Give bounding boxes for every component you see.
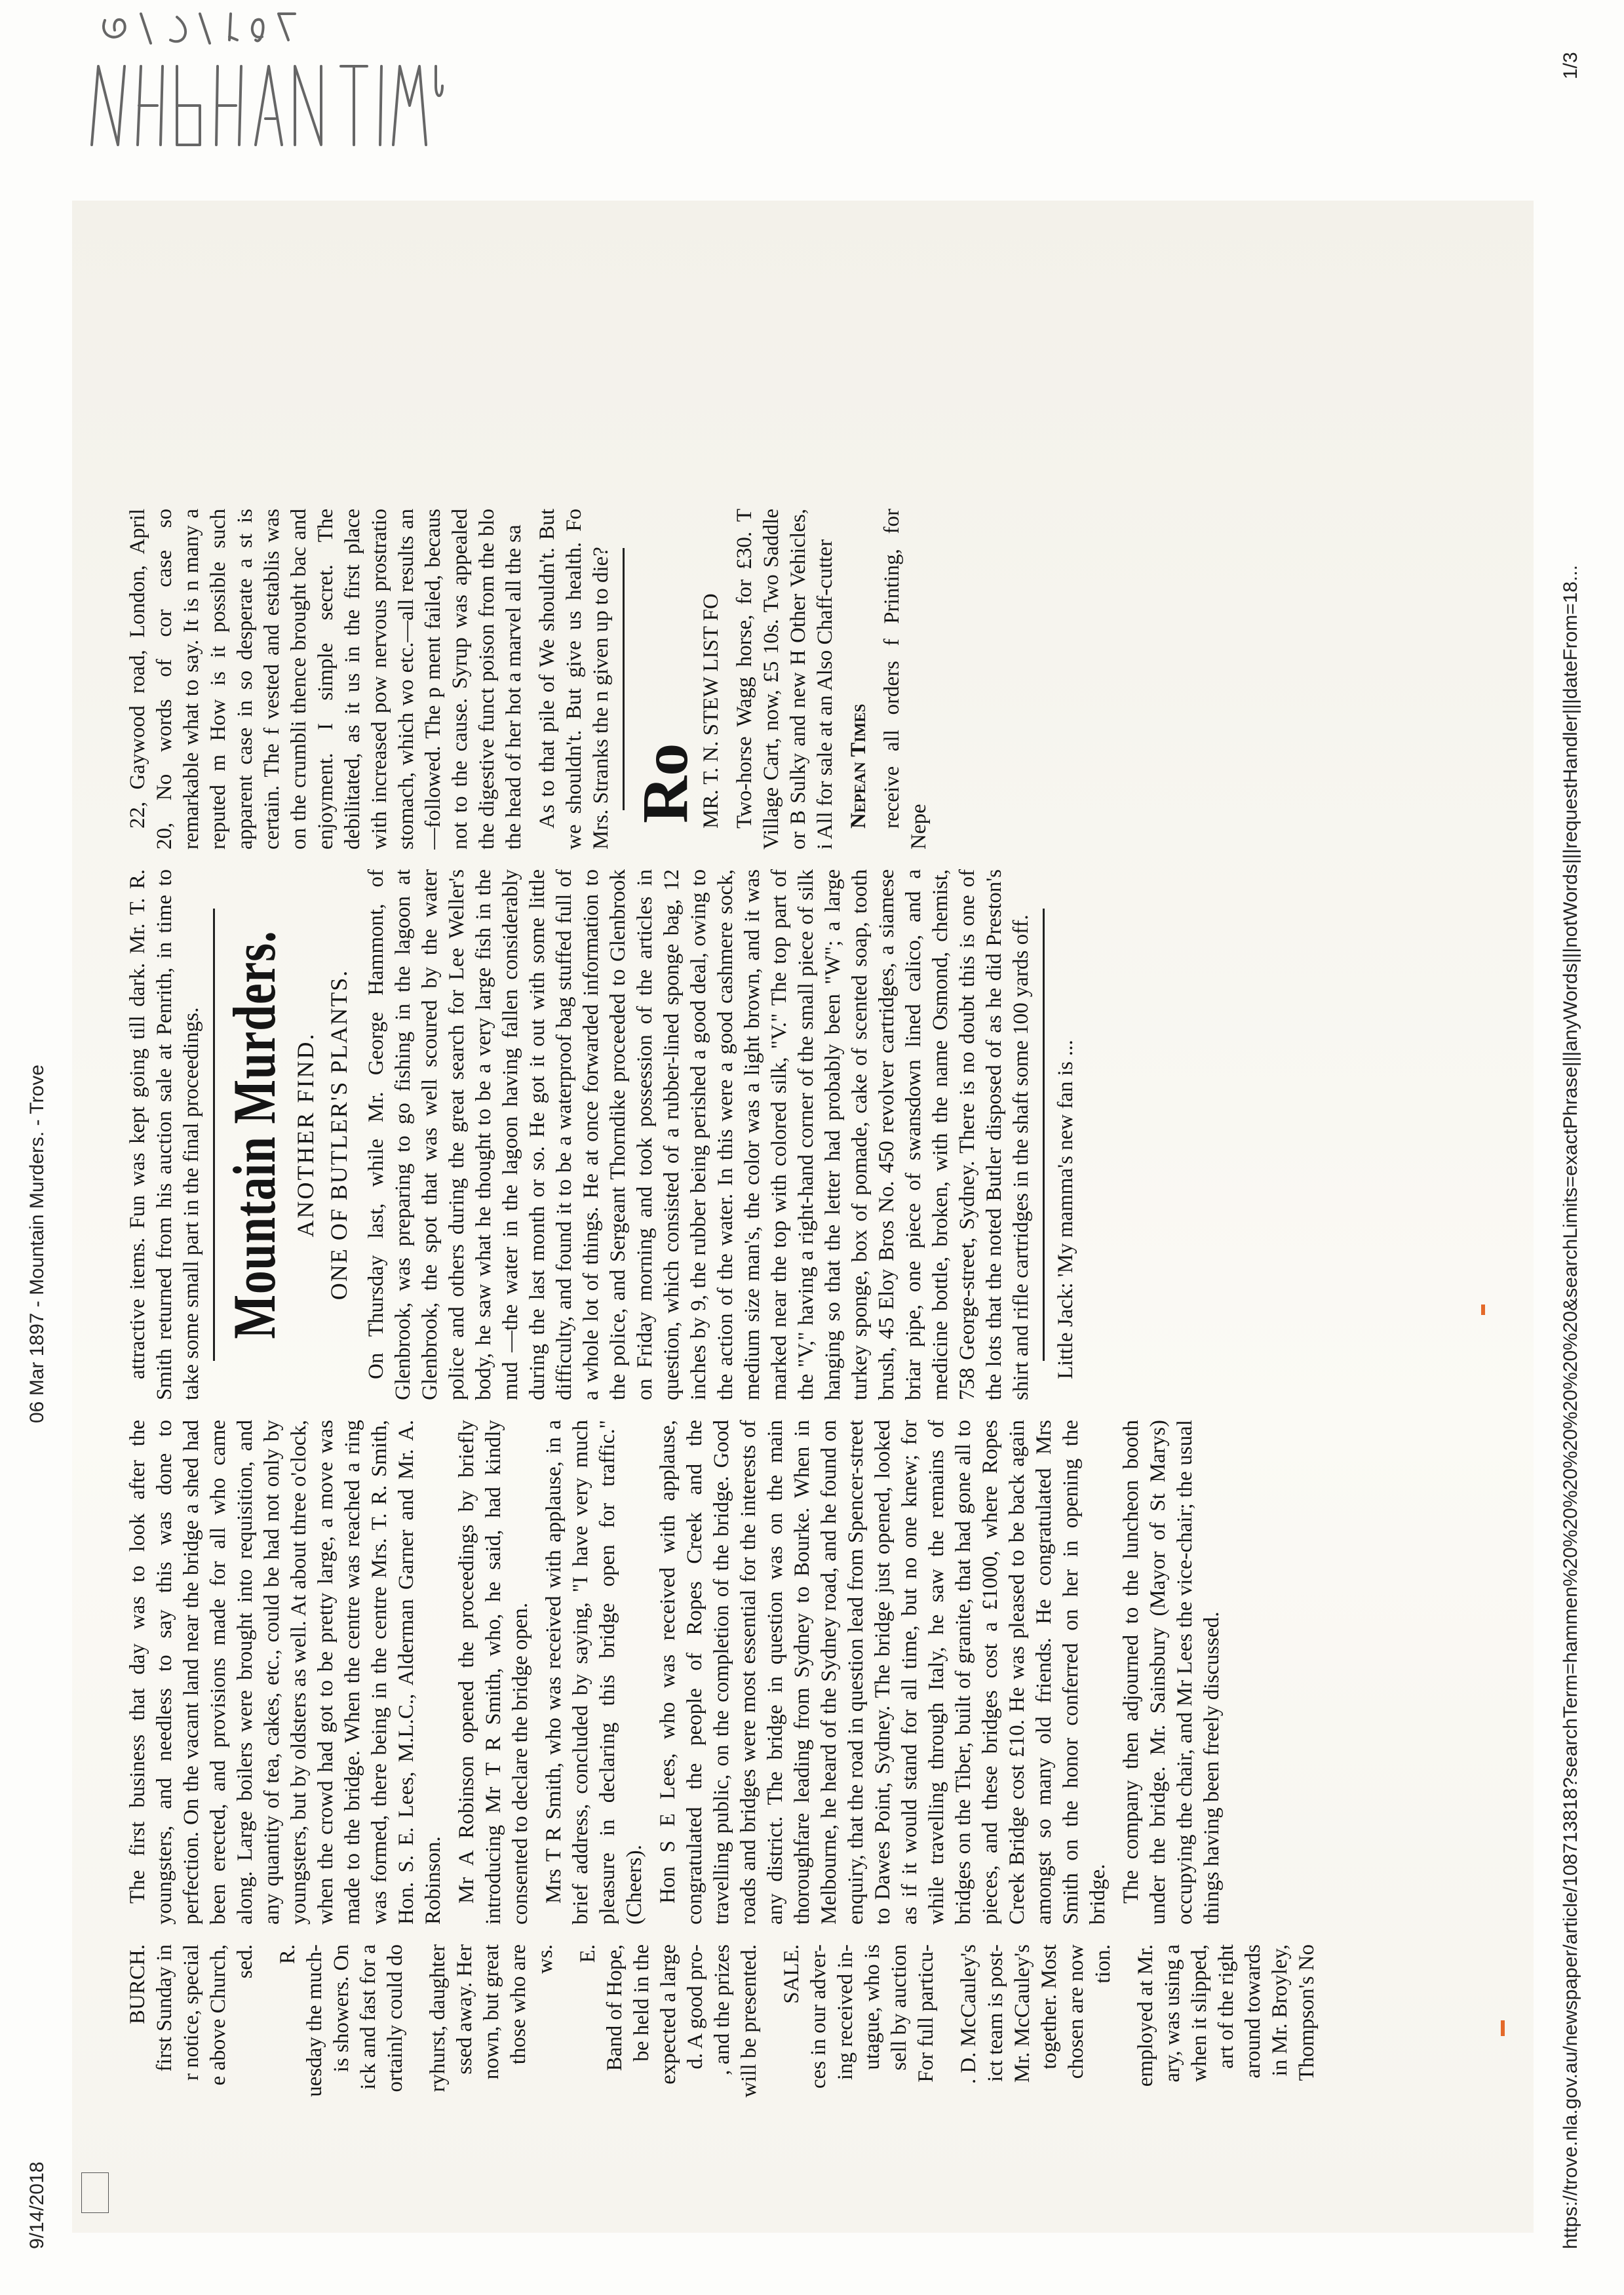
column-line: chosen are now xyxy=(1064,1944,1088,2079)
column-line: uesday the much- xyxy=(303,1944,326,2097)
article-headline: Mountain Murders. xyxy=(221,930,288,1339)
column-1 xyxy=(125,1944,1514,2220)
handwriting-icon xyxy=(79,1,446,171)
paragraph: Two-horse Wagg horse, for £30. T Village Cart, now, £5 10s. Two Saddle or B Sulky and new H Other Vehicles, i All for sale at an Also Chaff-cutter xyxy=(733,509,837,850)
column-line: in Mr. Broyley, xyxy=(1268,1944,1292,2077)
column-line: ws. xyxy=(533,1944,557,1974)
handwritten-annotation xyxy=(79,1,446,171)
paragraph: 22, Gaywood road, London, April 20, No words of cor case so remarkable what to say. It is n many a reputed m How is it possible such apparent case in so desperate a st is certain. The f vested and establis was on the crumbli thence brought bac and enjoyment. I simple secret. The debilitated, as it us in the first place with increased pow nervous prostratio stomach, which wo etc.—all results an —followed. The p ment failed, becaus not to the cause. Syrup was appealed the digestive funct poison from the blo the head of her hot a marvel all the sa xyxy=(126,509,526,850)
column-line: sed. xyxy=(233,1944,257,1979)
paragraph: On Thursday last, while Mr. George Hammont, of Glenbrook, was preparing to go fishing in the lagoon at Glenbrook, the spot that was well scoured by the water police and others during the great search for Lee Weller's body, he saw what he thought to be a very large fish in the mud —the water in the lagoon having fallen considerably during the last month or so. He got it out with some little difficulty, and found it to be a waterproof bag stuffed full of a whole lot of things. He at once forwarded information to the police, and Sergeant Thorndike proceeded to Glenbrook on Friday morning and took possession of the articles in question, which consisted of a rubber-lined sponge bag, 12 inches by 9, the rubber being perished a good deal, owing to the action of the water. In this were a good cashmere sock, medium size man's, the color was a light brown, and it was marked near the top with colored silk, "V." The top part of the "V," having a right-hand corner of the small piece of silk hanging so that the letter had probably been "W"; a large turkey sponge, box of pomade, cake of scented soap, tooth brush, 45 Eloy Bros No. 450 revolver cartridges, a siamese briar pipe, one piece of swansdown lined calico, and a medicine bottle, broken, with the name Osmond, chemist, 758 George-street, Sydney. There is no doubt this is one of the lots that the noted Butler disposed of as he did Preston's shirt and rifle cartridges in the shaft some 100 yards off. xyxy=(364,869,1033,1400)
divider xyxy=(213,909,215,1361)
paragraph: As to that pile of We shouldn't. But we shouldn't. But give us health. Fo Mrs. Stranks the n given up to die? xyxy=(535,509,613,850)
column-line: BURCH. xyxy=(126,1944,149,2024)
column-line: utague, who is xyxy=(860,1944,884,2070)
paragraph: Mrs T R Smith, who was received with applause, in a brief address, concluded by saying, "I have very much pleasure in declaring this bridge open for traffic." (Cheers). xyxy=(542,1420,646,1925)
column-line: will be presented. xyxy=(737,1944,761,2098)
print-url[interactable]: https://trove.nla.gov.au/newspaper/article/108713818?searchTerm=hammen%20%20%20%20%20%20%20&searchLimits=exactPhrase|||anyWords|||notWords|||requestHandler|||dateFrom=18... xyxy=(1560,564,1581,2249)
column-line: is showers. On xyxy=(330,1944,353,2073)
column-line: ryhurst, daughter xyxy=(426,1944,450,2092)
paragraph: MR. T. N. STEW LIST FO xyxy=(699,593,723,829)
article-subheading: ANOTHER FIND. xyxy=(292,1032,319,1238)
column-line: E. xyxy=(576,1944,600,1963)
column-line: , and the prizes xyxy=(710,1944,734,2075)
column-line: ortainly could do xyxy=(383,1944,407,2092)
column-line: Mr. McCauley's xyxy=(1011,1944,1034,2083)
column-line: art of the right xyxy=(1214,1944,1238,2069)
column-line: ict team is post- xyxy=(984,1944,1007,2082)
paragraph: receive all orders f Printing, for Nepe xyxy=(880,509,931,850)
column-line: together. Most xyxy=(1037,1944,1061,2069)
column-line: be held in the xyxy=(630,1944,653,2062)
column-line: ing received in- xyxy=(834,1944,857,2081)
print-title: 06 Mar 1897 - Mountain Murders. - Trove xyxy=(26,1065,48,1423)
print-footer xyxy=(1560,0,1593,2295)
column-line: Thompson's No xyxy=(1295,1944,1319,2081)
print-header xyxy=(26,0,59,2295)
divider xyxy=(1043,909,1045,1361)
column-line: those who are xyxy=(507,1944,530,2065)
ink-mark xyxy=(1481,1304,1485,1315)
paragraph: attractive items. Fun was kept going till dark. Mr. T. R. Smith returned from his auction sale at Penrith, in time to take some small part in the final proceedings. xyxy=(126,869,203,1400)
column-4 xyxy=(125,509,1514,850)
column-line: when it slipped, xyxy=(1188,1944,1211,2082)
masthead-text: Nepean Times xyxy=(847,703,870,829)
column-line: expected a large xyxy=(657,1944,680,2085)
column-line: d. A good pro- xyxy=(684,1944,707,2069)
newspaper-clipping xyxy=(72,201,1534,2233)
column-line: ssed away. Her xyxy=(453,1944,476,2075)
column-line: ces in our adver- xyxy=(807,1944,830,2089)
column-2 xyxy=(125,1420,1514,1925)
column-3 xyxy=(125,869,1514,1400)
column-line: r notice, special xyxy=(180,1944,203,2081)
divider xyxy=(623,548,625,810)
column-line: Band of Hope, xyxy=(603,1944,627,2071)
column-line: around towards xyxy=(1241,1944,1265,2079)
library-stamp-icon xyxy=(81,2172,109,2213)
column-line: e above Church, xyxy=(206,1944,230,2086)
advert-heading: Ro xyxy=(628,743,701,823)
column-line: R. xyxy=(276,1944,300,1965)
column-line: ick and fast for a xyxy=(357,1944,380,2090)
column-line: sell by auction xyxy=(887,1944,911,2071)
article-subheading-2: ONE OF BUTLER'S PLANTS. xyxy=(326,969,352,1301)
column-line: For full particu- xyxy=(914,1944,938,2083)
column-line: ary, was using a xyxy=(1161,1944,1184,2083)
paragraph: Little Jack: 'My mamma's new fan is ... xyxy=(1054,1040,1077,1379)
column-line: first Sunday in xyxy=(153,1944,176,2072)
paragraph: Mr A Robinson opened the proceedings by briefly introducing Mr T R Smith, who, he said, had kindly consented to declare the bridge open. xyxy=(455,1420,532,1925)
column-line: employed at Mr. xyxy=(1134,1944,1157,2087)
paragraph: Hon S E Lees, who was received with applause, congratulated the people of Ropes Creek and the travelling public, on the completion of the bridge. Good roads and bridges were most essential for the interests of any district. The bridge in question was on the main thoroughfare leading from Sydney to Bourke. When in Melbourne, he heard of the Sydney road, and he found on enquiry, that the road in question lead from Spencer-street to Dawes Point, Sydney. The bridge just opened, looked as if it would stand for all time, but no one knew; for while travelling through Italy, he saw the remains of bridges on the Tiber, built of granite, that had gone all to pieces, and these bridges cost a £1000, where Ropes Creek Bridge cost £10. He was pleased to be back again amongst so many old friends. He congratulated Mrs Smith on the honor conferred on her in opening the bridge. xyxy=(656,1420,1110,1925)
paragraph: The company then adjourned to the luncheon booth under the bridge. Mr. Sainsbury (Mayor of St Marys) occupying the chair, and Mr Lees the vice-chair; the usual things having been freely discussed. xyxy=(1119,1420,1224,1925)
print-page-number: 1/3 xyxy=(1560,52,1581,79)
print-date: 9/14/2018 xyxy=(26,2161,48,2249)
column-line: nown, but great xyxy=(480,1944,503,2080)
paragraph: The first business that day was to look after the youngsters, and needless to say this was done to perfection. On the vacant land near the bridge a shed had been erected, and provisions made for all who came along. Large boilers were brought into requisition, and any quantity of tea, cakes, etc., could be had not only by youngsters, but by oldsters as well. At about three o'clock, when the crowd had got to be pretty large, a move was made to the bridge. When the centre was reached a ring was formed, there being in the centre Mrs. T. R. Smith, Hon. S. E. Lees, M.L.C., Alderman Garner and Mr. A. Robinson. xyxy=(126,1420,445,1925)
ink-mark xyxy=(1501,2020,1505,2036)
column-line: . D. McCauley's xyxy=(957,1944,980,2085)
column-line: SALE. xyxy=(780,1944,803,2004)
column-line: tion. xyxy=(1091,1944,1115,1984)
